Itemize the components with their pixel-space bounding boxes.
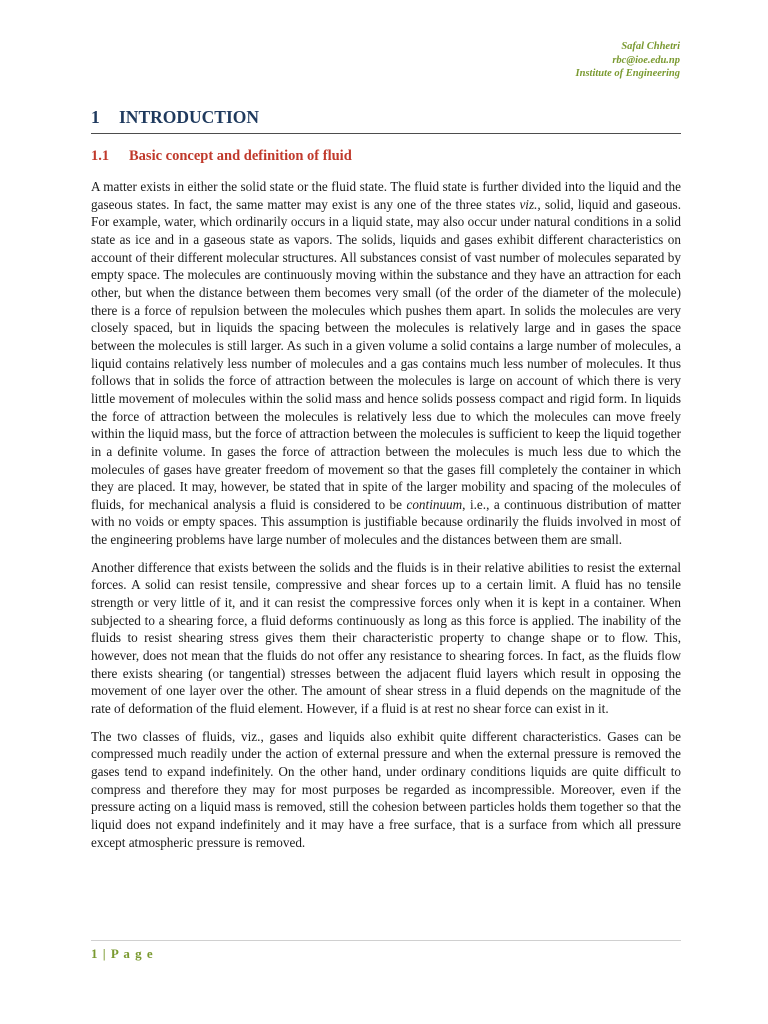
footer-divider [91, 940, 681, 941]
institute-name: Institute of Engineering [575, 68, 680, 79]
section-heading [91, 148, 352, 165]
section-title: Basic concept and definition of fluid [129, 148, 352, 164]
document-body [91, 178, 681, 861]
continuum-emphasis: continuum [406, 496, 463, 512]
chapter-number: 1 [91, 107, 100, 127]
paragraph-3: The two classes of fluids, viz., gases and liquids also exhibit quite different characteristics. Gases can be compressed much readily under the action of external pressure and when the external pressure is removed the gases tend to expand indefinitely. On the other hand, under ordinary conditions liquids are quite difficult to compress and therefore they may for most purposes be regarded as incompressible. Moreover, even if the pressure acting on a liquid mass is removed, still the cohesion between particles holds them together so that the liquid does not expand indefinitely and it may have a free surface, that is a surface from which all pressure except atmospheric pressure is removed. [91, 728, 681, 850]
chapter-heading [91, 107, 681, 134]
page-number: 1 | P a g e [91, 946, 154, 961]
paragraph-1-part-c: , i.e., a continuous distribution of matter with no voids or empty spaces. This assumption is justifiable because ordinarily the fluids involved in most of the engineering problems have large number of molecules and the distances between them are small. [91, 496, 681, 548]
paragraph-1 [91, 178, 681, 549]
author-email: rbc@ioe.edu.np [612, 54, 680, 66]
paragraph-2: Another difference that exists between the solids and the fluids is in their relative abilities to resist the external forces. A solid can resist tensile, compressive and shear forces up to a certain limit. A fluid has no tensile strength or very little of it, and it can resist the compressive forces only when it is kept in a container. When subjected to a shearing force, a fluid deforms continuously as long as this force is applied. The inability of the fluids to resist shearing stress gives them their characteristic property to change shape or to flow. This, however, does not mean that the fluids do not offer any resistance to shearing forces. In fact, as the fluids flow there exists shearing (or tangential) stresses between the adjacent fluid layers which result in opposing the movement of one layer over the other. The amount of shear stress in a fluid depends on the magnitude of the rate of deformation of the fluid element. However, if a fluid is at rest no shear force can exist in it. [91, 559, 681, 717]
viz-emphasis: viz., [519, 196, 541, 212]
paragraph-1-part-a: A matter exists in either the solid state or the fluid state. The fluid state is further divided into the liquid and the gaseous states. In fact, the same matter may exist is any one of the three states [91, 179, 681, 212]
chapter-title: INTRODUCTION [119, 107, 260, 127]
author-name: Safal Chhetri [621, 41, 680, 52]
paragraph-1-part-b: solid, liquid and gaseous. For example, water, which ordinarily occurs in a liquid state, may also occur under natural conditions in a solid state as ice and in a gaseous state as vapors. The solids, liquids and gases exhibit different characteristics on account of their different molecular structures. All substances consist of vast number of molecules separated by empty space. The molecules are continuously moving within the substance and they have an attraction for each other, but when the distance between them becomes very small (of the order of the diameter of the molecule) there is a force of repulsion between the molecules which pushes them apart. In solids the molecules are very closely spaced, but in liquids the spacing between the molecules is relatively large and in gases the space between the molecules is still larger. As such in a given volume a solid contains a large number of molecules, a liquid contains relatively less number of molecules and a gas contains much less number of molecules. It thus follows that in solids the force of attraction between the molecules is large on account of which there is very little movement of molecules within the solid mass and hence solids possess compact and rigid form. In liquids the force of attraction between the molecules is relatively less due to which the molecules can move freely within the liquid mass, but the force of attraction between the molecules is sufficient to keep the liquid together in a definite volume. In gases the force of attraction between the molecules is much less due to which the molecules of gases have greater freedom of movement so that the gases fill completely the container in which they are placed. It may, however, be stated that in spite of the larger mobility and spacing of the molecules of fluids, for mechanical analysis a fluid is considered to be [91, 196, 681, 512]
section-number: 1.1 [91, 148, 110, 164]
page-header [576, 40, 680, 81]
